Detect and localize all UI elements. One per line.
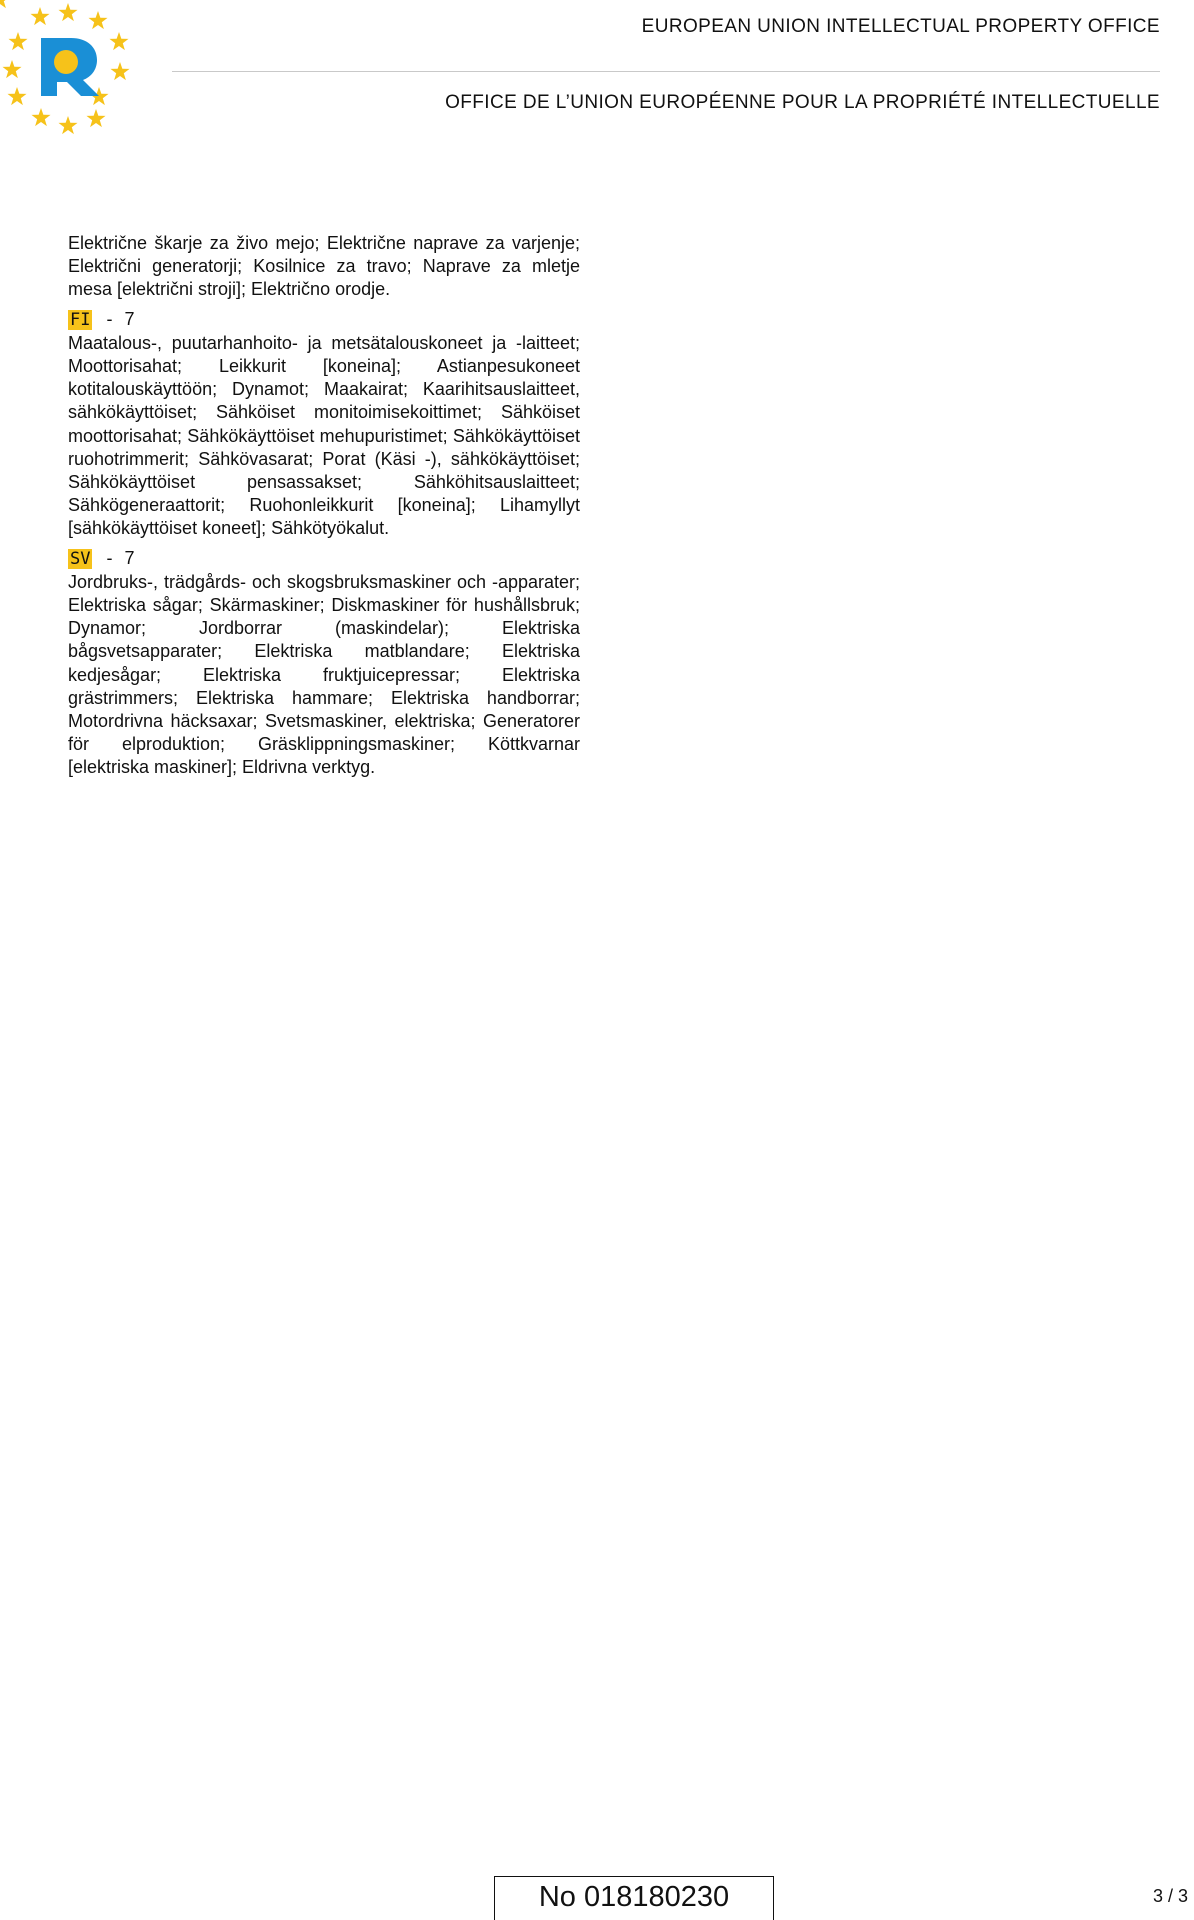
fi-goods-text: Maatalous-, puutarhanhoito- ja metsätalouskoneet ja -laitteet; Moottorisahat; Leikkurit [koneina]; Astianpesukoneet kotitalouskäyttöön; Dynamot; Maakairat; Kaarihitsauslaitteet, sähkökäyttöiset; Sähköiset monitoimisekoittimet; Sähköiset moottorisahat; Sähkökäyttöiset mehupuristimet; Sähkökäyttöiset ruohotrimmerit; Sähkövasarat; Porat (Käsi -), sähkökäyttöiset; Sähkökäyttöiset pensassakset; Sähköhitsauslaitteet; Sähkögeneraattorit; Ruohonleikkurit [koneina]; Lihamyllyt [sähkökäyttöiset koneet]; Sähkötyökalut. <box>68 332 580 539</box>
class-number: 7 <box>124 547 135 568</box>
page-number: 3 / 3 <box>1152 1886 1188 1906</box>
goods-list <box>68 232 580 780</box>
section-header-fi <box>68 308 580 332</box>
euipo-logo-icon <box>0 0 140 140</box>
section-separator: - <box>106 308 113 329</box>
office-name-fr: OFFICE DE L’UNION EUROPÉENNE POUR LA PROPRIÉTÉ INTELLECTUELLE <box>445 92 1160 113</box>
section-separator: - <box>106 547 113 568</box>
office-name-en: EUROPEAN UNION INTELLECTUAL PROPERTY OFFICE <box>641 16 1160 37</box>
language-code-sv: SV <box>70 548 91 569</box>
section-header-sv <box>68 547 580 571</box>
language-code-fi: FI <box>70 309 91 330</box>
class-number: 7 <box>124 308 135 329</box>
document-number: No 018180230 <box>494 1876 774 1920</box>
header-divider <box>172 71 1160 72</box>
sl-continuation-text: Električne škarje za živo mejo; Električne naprave za varjenje; Električni generatorji; Kosilnice za travo; Naprave za mletje mesa [električni stroji]; Električno orodje. <box>68 233 580 300</box>
sv-goods-text: Jordbruks-, trädgårds- och skogsbruksmaskiner och -apparater; Elektriska sågar; Skärmaskiner; Diskmaskiner för hushållsbruk; Dynamor; Jordborrar (maskindelar); Elektriska bågsvetsapparater; Elektriska matblandare; Elektriska kedjesågar; Elektriska fruktjuicepressar; Elektriska grästrimmers; Elektriska hammare; Elektriska handborrar; Motordrivna häcksaxar; Svetsmaskiner, elektriska; Generatorer för elproduktion; Gräsklippningsmaskiner; Köttkvarnar [elektriska maskiner]; Eldrivna verktyg. <box>68 571 580 778</box>
